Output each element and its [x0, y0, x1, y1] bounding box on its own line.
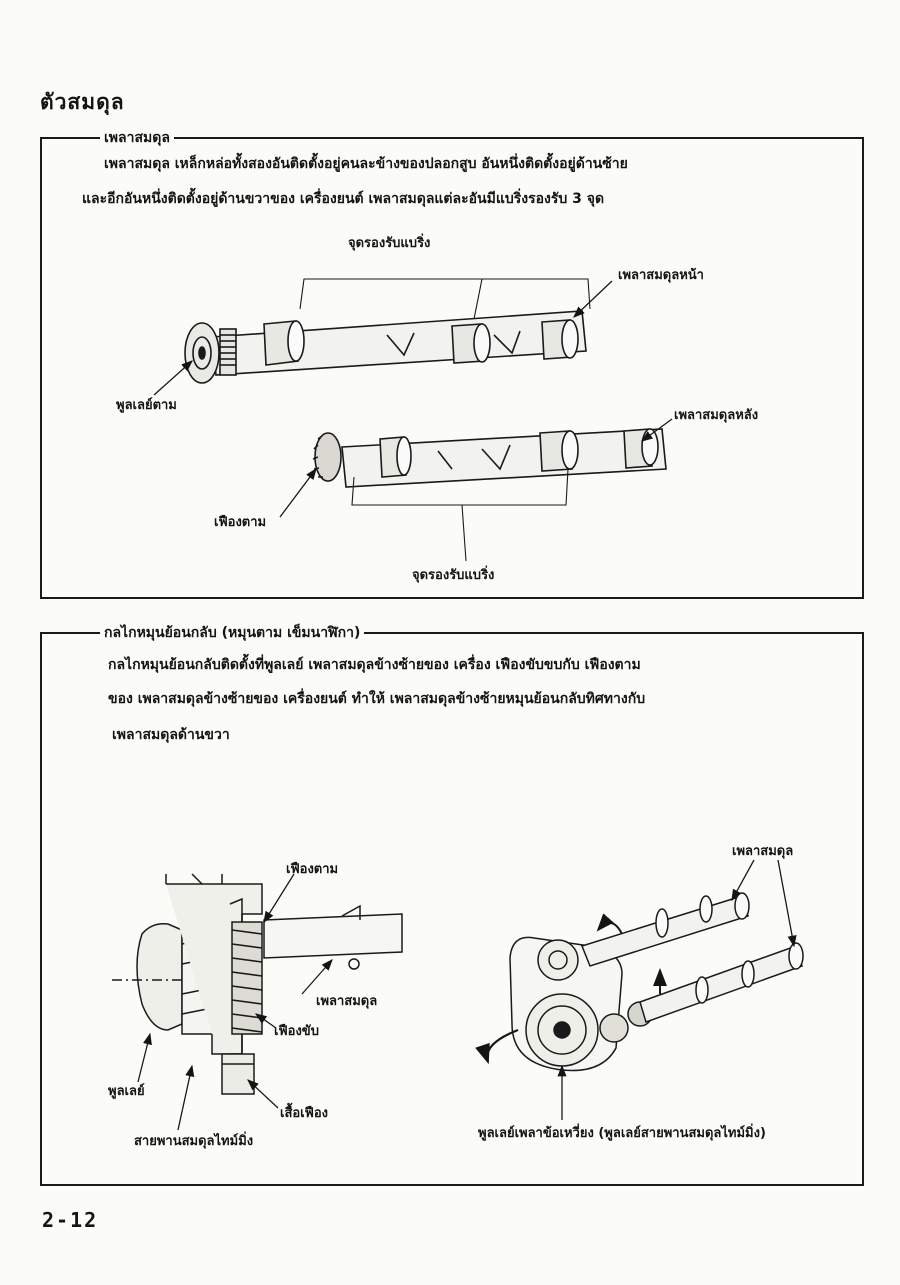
paragraph-line: เพลาสมดุล เหล็กหล่อทั้งสองอันติดตั้งอยู่คนละข้างของปลอกสูบ อันหนึ่งติดตั้งอยู่ด้านซ้าย	[104, 156, 628, 172]
section-heading: กลไกหมุนย้อนกลับ (หมุนตาม เข็มนาฬิกา)	[100, 623, 364, 643]
paragraph-line: เพลาสมดุลด้านขวา	[112, 727, 230, 743]
label-pulley: พูลเลย์	[108, 1084, 145, 1099]
paragraph-line: ของ เพลาสมดุลข้างซ้ายของ เครื่องยนต์ ทำให้ เพลาสมดุลข้างซ้ายหมุนย้อนกลับทิศทางกับ	[108, 691, 646, 707]
label-driven-gear: เฟืองตาม	[286, 862, 339, 877]
label-bearing-points-top: จุดรองรับแบริ่ง	[348, 236, 431, 251]
label-front-balancer-shaft: เพลาสมดุลหน้า	[618, 268, 704, 283]
balancer-shafts-illustration	[42, 139, 866, 601]
label-balancer-shafts: เพลาสมดุล	[732, 844, 794, 859]
rear-shaft-drawing	[313, 429, 666, 487]
front-shaft-drawing	[185, 311, 586, 383]
reverse-mechanism-illustration	[42, 634, 866, 1188]
paragraph-line: กลไกหมุนย้อนกลับติดตั้งที่พูลเลย์ เพลาสมดุลข้างซ้ายของ เครื่อง เฟืองขับขบกับ เฟืองตาม	[108, 657, 641, 673]
label-crankshaft-pulley: พูลเลย์เพลาข้อเหวี่ยง (พูลเลย์สายพานสมดุลไทม์มิ่ง)	[478, 1126, 766, 1141]
engine-timing-drawing	[487, 893, 803, 1071]
page-number: 2-12	[42, 1208, 99, 1232]
label-bearing-points-bottom: จุดรองรับแบริ่ง	[412, 568, 495, 583]
section-heading: เพลาสมดุล	[100, 128, 174, 148]
label-drive-gear: เฟืองขับ	[274, 1024, 319, 1039]
label-rear-balancer-shaft: เพลาสมดุลหลัง	[674, 408, 759, 423]
page-title: ตัวสมดุล	[40, 90, 125, 114]
paragraph-line: และอีกอันหนึ่งติดตั้งอยู่ด้านขวาของ เครื่องยนต์ เพลาสมดุลแต่ละอันมีแบริ่งรองรับ 3 จุด	[82, 191, 605, 207]
label-gear-case: เสื้อเฟือง	[280, 1106, 328, 1121]
label-cam-pulley: พูลเลย์ตาม	[116, 398, 177, 413]
label-balancer-shaft: เพลาสมดุล	[316, 994, 378, 1009]
label-driven-gear: เฟืองตาม	[214, 515, 267, 530]
cross-section-drawing	[112, 874, 402, 1094]
reverse-rotation-section	[40, 625, 864, 1186]
label-timing-belt: สายพานสมดุลไทม์มิ่ง	[134, 1134, 254, 1149]
balancer-shaft-section	[40, 130, 864, 599]
